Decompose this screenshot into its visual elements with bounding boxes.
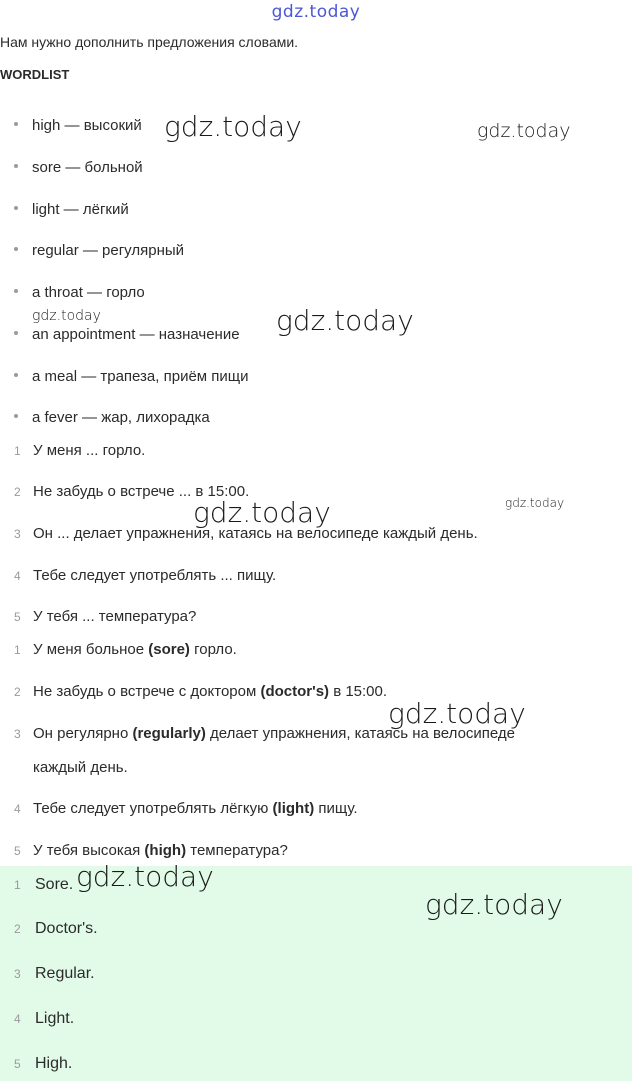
wordlist-item bbox=[14, 408, 210, 428]
translation-keyword: (sore) bbox=[148, 641, 190, 658]
watermark: gdz.today bbox=[76, 860, 214, 893]
translation-text: У тебя высокая bbox=[33, 842, 145, 859]
site-logo[interactable]: gdz.today bbox=[271, 2, 361, 22]
answer-number: 4 bbox=[14, 1012, 21, 1026]
bullet-icon bbox=[14, 331, 18, 335]
wordlist-item-text: a meal — трапеза, приём пищи bbox=[32, 368, 249, 385]
task-text: У тебя ... температура? bbox=[33, 608, 197, 625]
task-text: У меня ... горло. bbox=[33, 442, 146, 459]
watermark: gdz.today bbox=[276, 304, 414, 337]
task-number: 3 bbox=[14, 527, 21, 541]
task-number: 5 bbox=[14, 610, 21, 624]
translation-keyword: (light) bbox=[272, 800, 315, 817]
wordlist-item-text: light — лёгкий bbox=[32, 201, 129, 218]
watermark: gdz.today bbox=[477, 120, 571, 142]
wordlist-item-text: an appointment — назначение bbox=[32, 326, 240, 343]
watermark: gdz.today bbox=[164, 110, 302, 143]
bullet-icon bbox=[14, 122, 18, 126]
watermark: gdz.today bbox=[32, 308, 101, 324]
task-text: Тебе следует употреблять ... пищу. bbox=[33, 567, 277, 584]
answer-text: Light. bbox=[35, 1010, 75, 1027]
bullet-icon bbox=[14, 247, 18, 251]
translation-text: Он регулярно bbox=[33, 725, 133, 742]
watermark: gdz.today bbox=[388, 697, 526, 730]
answer-number: 2 bbox=[14, 922, 21, 936]
bullet-icon bbox=[14, 206, 18, 210]
bullet-icon bbox=[14, 373, 18, 377]
translation-row bbox=[14, 682, 387, 702]
wordlist-item-text: a throat — горло bbox=[32, 284, 145, 301]
wordlist-item bbox=[14, 116, 142, 136]
bullet-icon bbox=[14, 414, 18, 418]
translation-keyword: (doctor's) bbox=[260, 683, 330, 700]
task-row bbox=[14, 607, 196, 627]
translation-row bbox=[14, 640, 237, 660]
translation-number: 2 bbox=[14, 685, 21, 699]
answer-number: 5 bbox=[14, 1057, 21, 1071]
translation-text: делает упражнения, катаясь на велосипеде bbox=[205, 725, 516, 742]
translation-number: 4 bbox=[14, 802, 21, 816]
translation-text: У меня больное bbox=[33, 641, 149, 658]
answer-number: 1 bbox=[14, 878, 21, 892]
answer-row bbox=[14, 1009, 74, 1029]
intro-text: Нам нужно дополнить предложения словами. bbox=[0, 34, 299, 50]
translation-text: горло. bbox=[189, 641, 237, 658]
translation-keyword: (regularly) bbox=[132, 725, 206, 742]
wordlist-item-text: a fever — жар, лихорадка bbox=[32, 409, 210, 426]
answer-text: Sore. bbox=[35, 876, 74, 893]
watermark: gdz.today bbox=[425, 888, 563, 921]
answer-number: 3 bbox=[14, 967, 21, 981]
answer-text: High. bbox=[35, 1055, 73, 1072]
translation-text: в 15:00. bbox=[329, 683, 388, 700]
wordlist-item bbox=[14, 367, 249, 387]
translation-row bbox=[14, 799, 358, 819]
wordlist-item-text: high — высокий bbox=[32, 117, 142, 134]
wordlist-item bbox=[14, 158, 143, 178]
task-number: 4 bbox=[14, 569, 21, 583]
wordlist-item bbox=[14, 325, 240, 345]
answer-text: Doctor's. bbox=[35, 920, 98, 937]
translation-continuation: каждый день. bbox=[33, 759, 128, 776]
translation-number: 1 bbox=[14, 643, 21, 657]
wordlist-item bbox=[14, 283, 145, 303]
translation-number: 3 bbox=[14, 727, 21, 741]
answer-row bbox=[14, 1054, 72, 1074]
translation-text: Тебе следует употреблять лёгкую bbox=[33, 800, 273, 817]
translation-number: 5 bbox=[14, 844, 21, 858]
wordlist-heading: WORDLIST bbox=[0, 67, 70, 82]
wordlist-item bbox=[14, 200, 129, 220]
task-number: 1 bbox=[14, 444, 21, 458]
translation-keyword: (high) bbox=[144, 842, 187, 859]
bullet-icon bbox=[14, 289, 18, 293]
translation-text: температура? bbox=[186, 842, 288, 859]
task-text: Не забудь о встрече ... в 15:00. bbox=[33, 483, 250, 500]
answer-row bbox=[14, 875, 73, 895]
task-text: Он ... делает упражнения, катаясь на велосипеде каждый день. bbox=[33, 525, 478, 542]
answer-row bbox=[14, 919, 98, 939]
task-row bbox=[14, 566, 276, 586]
wordlist-item-text: regular — регулярный bbox=[32, 242, 185, 259]
translation-text: Не забудь о встрече с доктором bbox=[33, 683, 261, 700]
answer-text: Regular. bbox=[35, 965, 95, 982]
watermark: gdz.today bbox=[505, 496, 565, 510]
bullet-icon bbox=[14, 164, 18, 168]
translation-text: пищу. bbox=[314, 800, 358, 817]
task-row bbox=[14, 441, 145, 461]
wordlist-item-text: sore — больной bbox=[32, 159, 143, 176]
wordlist-item bbox=[14, 241, 184, 261]
task-number: 2 bbox=[14, 485, 21, 499]
watermark: gdz.today bbox=[193, 496, 331, 529]
answer-row bbox=[14, 964, 95, 984]
translation-row bbox=[14, 841, 288, 861]
